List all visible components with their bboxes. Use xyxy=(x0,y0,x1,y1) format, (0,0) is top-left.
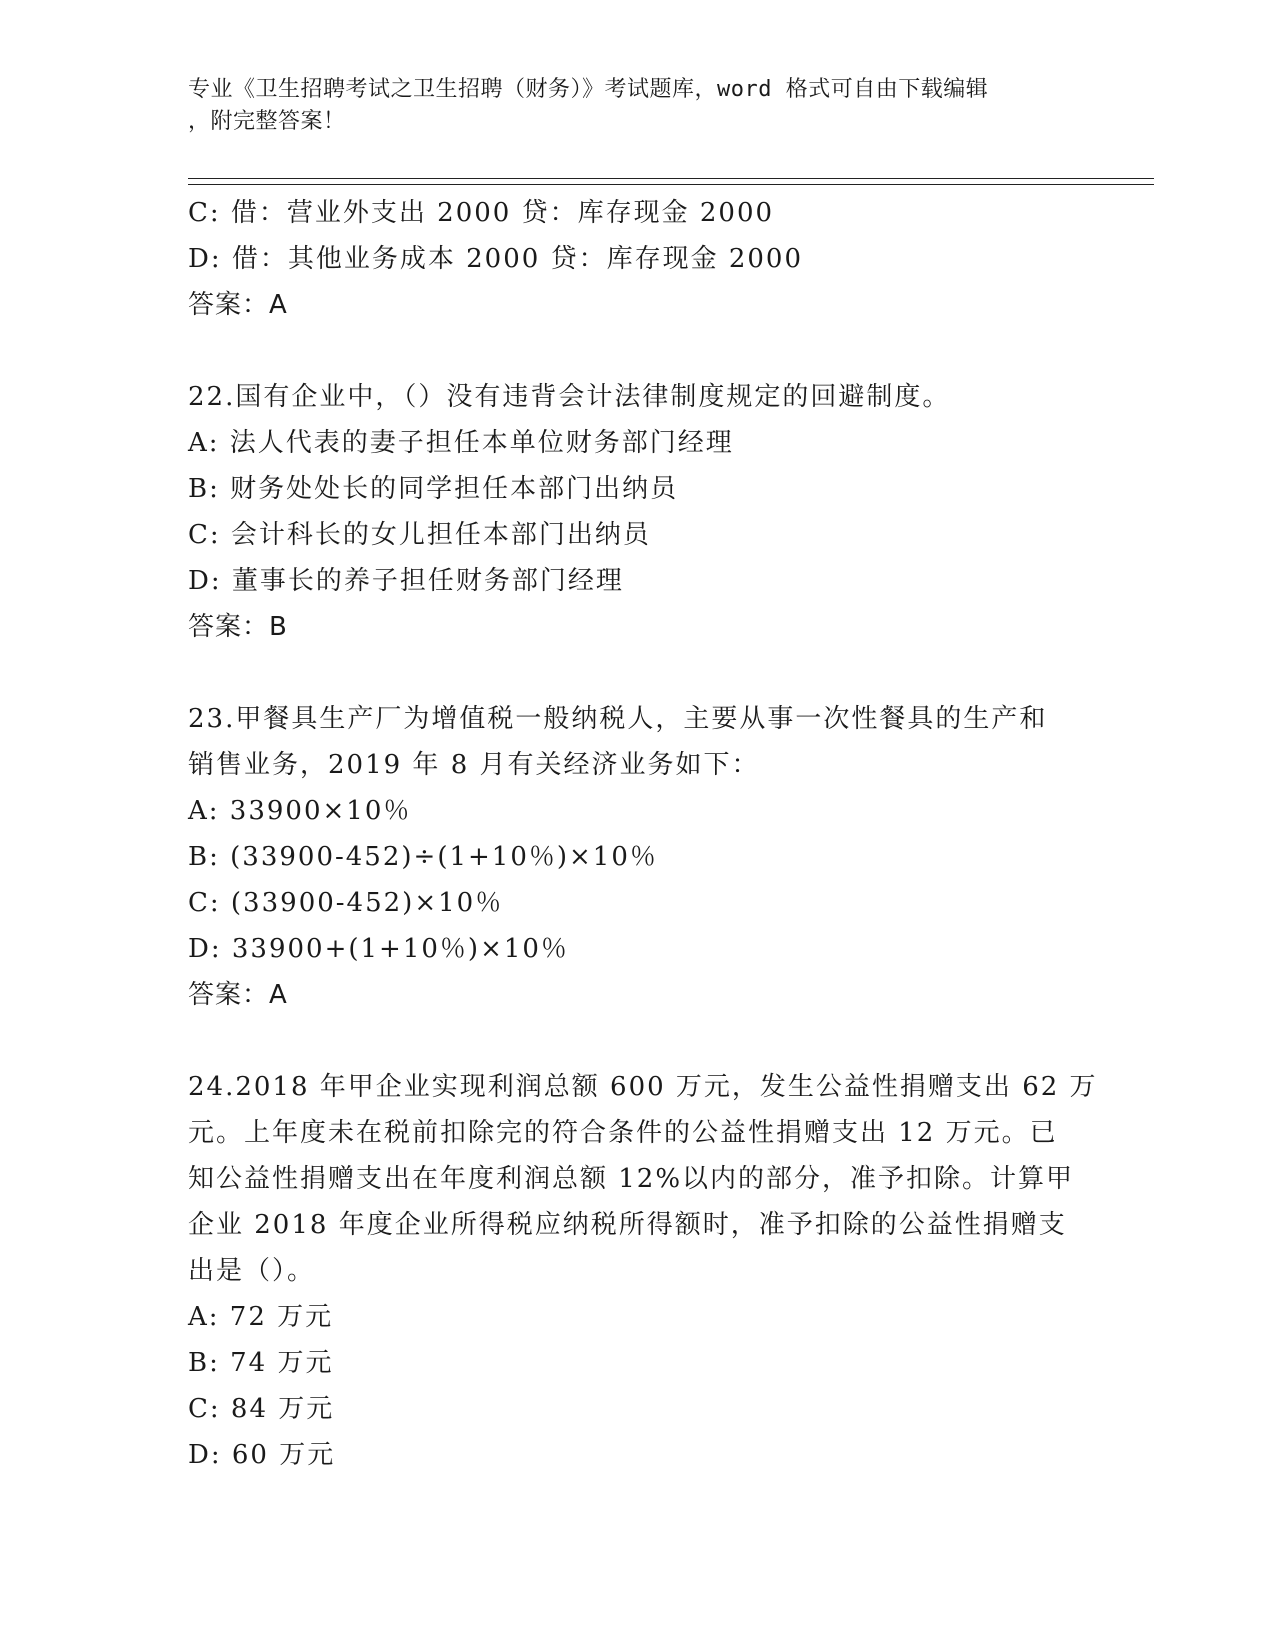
question-content xyxy=(188,190,1098,1478)
question-21 xyxy=(188,190,1088,328)
q23-option-b: B: (33900-452)÷(1+10％)×10％ xyxy=(188,842,658,872)
q24-stem-line-1: 24.2018 年甲企业实现利润总额 600 万元，发生公益性捐赠支出 62 万 xyxy=(188,1072,1098,1102)
header-divider-top xyxy=(188,178,1154,179)
header-line-2: ，附完整答案！ xyxy=(188,109,346,134)
q23-stem-line-2: 销售业务，2019 年 8 月有关经济业务如下： xyxy=(188,750,760,780)
q24-option-a: A: 72 万元 xyxy=(188,1302,334,1332)
q21-option-c: C: 借：营业外支出 2000 贷：库存现金 2000 xyxy=(188,198,775,228)
q24-option-d: D: 60 万元 xyxy=(188,1440,336,1470)
q23-stem-line-1: 23.甲餐具生产厂为增值税一般纳税人，主要从事一次性餐具的生产和 xyxy=(188,704,1048,734)
q21-answer: 答案：A xyxy=(188,290,288,320)
q22-option-b: B: 财务处处长的同学担任本部门出纳员 xyxy=(188,474,679,504)
q22-answer: 答案：B xyxy=(188,612,288,642)
q22-option-c: C: 会计科长的女儿担任本部门出纳员 xyxy=(188,520,651,550)
q23-option-c: C: (33900-452)×10％ xyxy=(188,888,504,918)
q24-option-c: C: 84 万元 xyxy=(188,1394,335,1424)
q23-option-a: A: 33900×10％ xyxy=(188,796,412,826)
document-header xyxy=(188,74,1068,138)
q24-stem-line-4: 企业 2018 年度企业所得税应纳税所得额时，准予扣除的公益性捐赠支 xyxy=(188,1210,1067,1240)
q22-option-a: A: 法人代表的妻子担任本单位财务部门经理 xyxy=(188,428,734,458)
question-24 xyxy=(188,1064,1098,1478)
q22-option-d: D: 董事长的养子担任财务部门经理 xyxy=(188,566,624,596)
header-line-1: 专业《卫生招聘考试之卫生招聘（财务）》考试题库，word 格式可自由下载编辑 xyxy=(188,77,989,102)
q23-option-d: D: 33900+(1+10％)×10％ xyxy=(188,934,569,964)
question-22 xyxy=(188,374,1088,650)
q24-option-b: B: 74 万元 xyxy=(188,1348,334,1378)
q24-stem-line-3: 知公益性捐赠支出在年度利润总额 12%以内的部分，准予扣除。计算甲 xyxy=(188,1164,1075,1194)
q24-stem-line-2: 元。上年度未在税前扣除完的符合条件的公益性捐赠支出 12 万元。已 xyxy=(188,1118,1058,1148)
q21-option-d: D: 借：其他业务成本 2000 贷：库存现金 2000 xyxy=(188,244,804,274)
question-23 xyxy=(188,696,1088,1018)
q24-stem-line-5: 出是（）。 xyxy=(188,1256,316,1286)
spacer xyxy=(188,1018,1088,1064)
spacer xyxy=(188,328,1088,374)
q22-stem: 22.国有企业中，（）没有违背会计法律制度规定的回避制度。 xyxy=(188,382,951,412)
q23-answer: 答案：A xyxy=(188,980,288,1010)
header-divider-bottom xyxy=(188,184,1154,185)
spacer xyxy=(188,650,1088,696)
